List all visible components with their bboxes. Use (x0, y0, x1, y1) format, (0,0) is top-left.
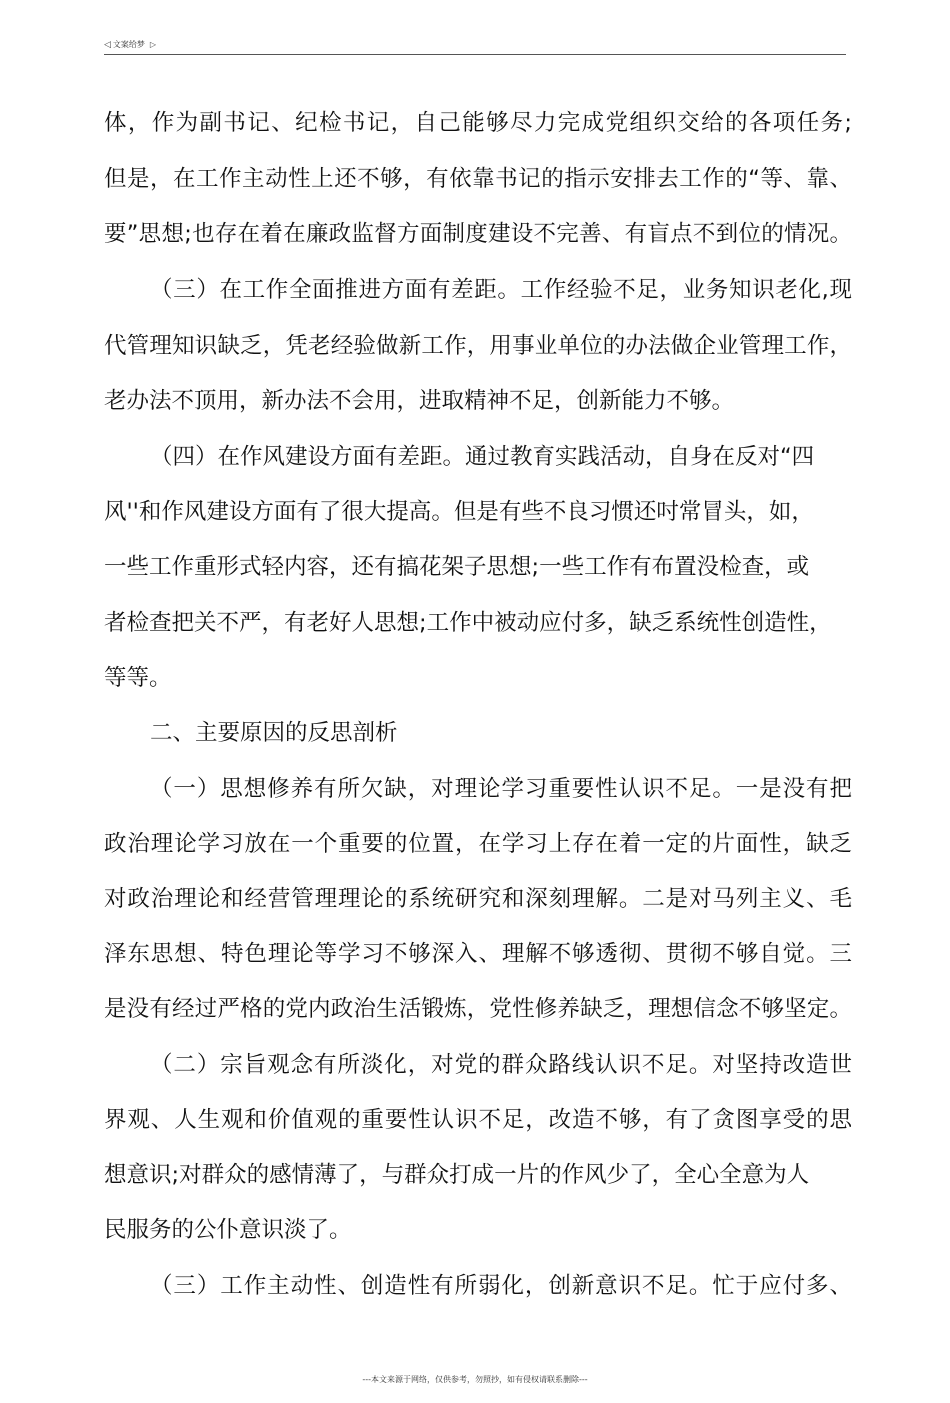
section-heading: 二、主要原因的反思剖析 (150, 720, 398, 746)
body-line: 体，作为副书记、纪检书记，自己能够尽力完成党组织交给的各项任务; (104, 110, 852, 136)
body-line: 民服务的公仆意识淡了。 (104, 1217, 352, 1243)
triangle-left-icon: ◁ (104, 40, 111, 50)
body-line: 者检查把关不严，有老好人思想;工作中被动应付多，缺乏系统性创造性， (104, 610, 832, 636)
body-line: 对政治理论和经营管理理论的系统研究和深刻理解。二是对马列主义、毛 (104, 886, 852, 912)
header-title: 文案给梦 (112, 40, 145, 49)
paragraph-first-line: （一）思想修养有所欠缺，对理论学习重要性认识不足。一是没有把 (150, 776, 852, 802)
paragraph-first-line: （三）在工作全面推进方面有差距。工作经验不足，业务知识老化,现 (150, 277, 852, 303)
page-header (104, 38, 156, 52)
body-line: 是没有经过严格的党内政治生活锻炼，党性修养缺乏，理想信念不够坚定。 (104, 996, 852, 1022)
triangle-right-icon: ▷ (149, 40, 157, 49)
paragraph-first-line: （三）工作主动性、创造性有所弱化，创新意识不足。忙于应付多、 (150, 1273, 852, 1299)
body-line: 政治理论学习放在一个重要的位置，在学习上存在着一定的片面性，缺乏 (104, 831, 852, 857)
body-line: 风''和作风建设方面有了很大提高。但是有些不良习惯还吋常冒头，如， (104, 499, 814, 525)
page-footer: ---本文来源于网络，仅供参考，勿照抄，如有侵权请联系删除--- (362, 1375, 588, 1384)
body-line: 一些工作重形式轻内容，还有搞花架子思想;一些工作有布置没检查，或 (104, 554, 810, 580)
body-line: 代管理知识缺乏，凭老经验做新工作，用事业单位的办法做企业管理工作， (104, 333, 852, 359)
body-line: 老办法不顶用，新办法不会用，进取精神不足，创新能力不够。 (104, 388, 735, 414)
header-divider (104, 54, 846, 55)
body-line: 要”思想;也存在着在廉政监督方面制度建设不完善、有盲点不到位的情况。 (104, 221, 852, 247)
body-line: 但是，在工作主动性上还不够，有依靠书记的指示安排去工作的“等、靠、 (104, 166, 852, 192)
body-line: 泽东思想、特色理论等学习不够深入、理解不够透彻、贯彻不够自觉。三 (104, 941, 852, 967)
paragraph-first-line: （四）在作风建设方面有差距。通过教育实践活动，自身在反对“四 (150, 444, 815, 470)
body-line: 界观、人生观和价值观的重要性认识不足，改造不够，有了贪图享受的思 (104, 1107, 852, 1133)
body-line: 想意识;对群众的感情薄了，与群众打成一片的作风少了，全心全意为人 (104, 1162, 810, 1188)
body-line: 等等。 (104, 665, 172, 691)
paragraph-first-line: （二）宗旨观念有所淡化，对党的群众路线认识不足。对坚持改造世 (150, 1052, 852, 1078)
